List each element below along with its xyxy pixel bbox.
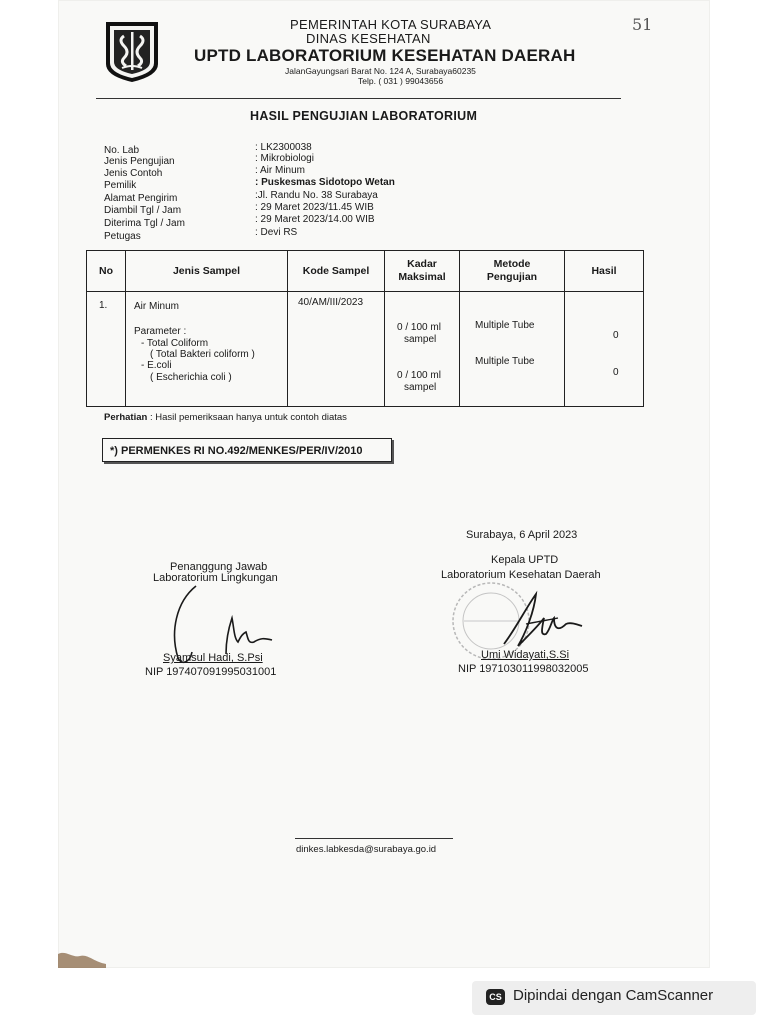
document-title: HASIL PENGUJIAN LABORATORIUM	[250, 109, 478, 123]
info-label-jenis-pengujian: Jenis Pengujian	[104, 156, 175, 167]
info-value-pemilik: : Puskesmas Sidotopo Wetan	[255, 177, 395, 188]
header-government: PEMERINTAH KOTA SURABAYA	[290, 17, 492, 32]
camscanner-text: Dipindai dengan CamScanner	[513, 987, 714, 1004]
header-lab-name: UPTD LABORATORIUM KESEHATAN DAERAH	[194, 46, 576, 65]
left-signer-role-2: Laboratorium Lingkungan	[153, 572, 278, 584]
regulation-reference-box: *) PERMENKES RI NO.492/MENKES/PER/IV/2010	[102, 438, 392, 462]
metode-header-line1: Metode	[493, 258, 531, 270]
header-divider	[96, 98, 621, 99]
info-label-jenis-contoh: Jenis Contoh	[104, 168, 163, 179]
info-label-diambil: Diambil Tgl / Jam	[104, 205, 182, 216]
info-label-diterima: Diterima Tgl / Jam	[104, 218, 185, 229]
info-label-no-lab: No. Lab	[104, 145, 140, 156]
left-signer-nip: NIP 197407091995031001	[145, 666, 277, 678]
info-value-jenis-contoh: : Air Minum	[255, 165, 306, 176]
row-number: 1.	[99, 300, 108, 311]
metode-coliform: Multiple Tube	[475, 320, 535, 331]
right-signer-role-1: Kepala UPTD	[491, 554, 559, 566]
metode-ecoli: Multiple Tube	[475, 356, 535, 367]
parameter-total-coliform-desc: ( Total Bakteri coliform )	[150, 349, 255, 360]
table-row	[87, 292, 644, 407]
col-header-no: No	[87, 251, 126, 292]
city-emblem-logo	[100, 18, 164, 84]
col-header-kadar-maksimal	[385, 251, 460, 292]
attention-label: Perhatian	[104, 412, 148, 423]
cell-no	[87, 292, 126, 407]
table-header-row	[87, 251, 644, 292]
col-header-hasil: Hasil	[565, 251, 644, 292]
info-value-alamat: :Jl. Randu No. 38 Surabaya	[255, 190, 378, 201]
handwritten-page-mark: 51	[632, 15, 653, 34]
cell-metode-pengujian	[460, 292, 565, 407]
kadar-header-line1: Kadar	[407, 258, 437, 270]
right-signer-name: Umi Widayati,S.Si	[481, 649, 570, 661]
info-label-pemilik: Pemilik	[104, 180, 137, 191]
left-signer-role-1: Penanggung Jawab	[170, 561, 268, 573]
header-department: DINAS KESEHATAN	[306, 31, 431, 46]
footer-divider	[295, 838, 453, 839]
torn-corner-mark	[58, 948, 106, 968]
info-value-no-lab: : LK2300038	[255, 142, 312, 153]
kadar-header-line2: Maksimal	[398, 271, 446, 283]
kadar-ecoli-value: 0 / 100 ml	[397, 370, 441, 381]
results-table	[86, 250, 644, 407]
info-label-alamat: Alamat Pengirim	[104, 193, 178, 204]
header-phone: Telp. ( 031 ) 99043656	[358, 76, 444, 86]
info-value-petugas: : Devi RS	[255, 227, 298, 238]
header-address: JalanGayungsari Barat No. 124 A, Surabaya60235	[285, 66, 476, 76]
footer-email: dinkes.labkesda@surabaya.go.id	[296, 844, 437, 855]
attention-text: : Hasil pemeriksaan hanya untuk contoh diatas	[149, 412, 347, 423]
info-value-jenis-pengujian: : Mikrobiologi	[255, 153, 314, 164]
left-signer-name: Syamsul Hadi, S.Psi	[163, 652, 263, 664]
place-date: Surabaya, 6 April 2023	[466, 529, 578, 541]
cell-kadar-maksimal	[385, 292, 460, 407]
attention-note	[104, 412, 347, 423]
kadar-coliform-unit: sampel	[404, 334, 437, 345]
sample-code: 40/AM/III/2023	[298, 297, 364, 308]
camscanner-logo-icon: CS	[486, 989, 505, 1005]
parameter-ecoli: - E.coli	[141, 360, 172, 371]
col-header-metode-pengujian	[460, 251, 565, 292]
right-handwritten-signature	[496, 588, 586, 654]
right-signer-nip: NIP 197103011998032005	[458, 663, 589, 675]
document-page	[58, 0, 710, 968]
sample-name: Air Minum	[134, 301, 180, 312]
parameter-ecoli-desc: ( Escherichia coli )	[150, 372, 232, 383]
parameter-label: Parameter :	[134, 326, 187, 337]
kadar-ecoli-unit: sampel	[404, 382, 437, 393]
cell-hasil	[565, 292, 644, 407]
cell-kode-sampel	[288, 292, 385, 407]
info-value-diterima: : 29 Maret 2023/14.00 WIB	[255, 214, 375, 225]
cell-jenis-sampel	[126, 292, 288, 407]
hasil-ecoli: 0	[613, 367, 619, 378]
parameter-total-coliform: - Total Coliform	[141, 338, 209, 349]
col-header-jenis-sampel: Jenis Sampel	[126, 251, 288, 292]
right-signer-role-2: Laboratorium Kesehatan Daerah	[441, 569, 601, 581]
hasil-coliform: 0	[613, 330, 619, 341]
info-value-diambil: : 29 Maret 2023/11.45 WIB	[255, 202, 374, 213]
col-header-kode-sampel: Kode Sampel	[288, 251, 385, 292]
metode-header-line2: Pengujian	[486, 271, 538, 283]
info-label-petugas: Petugas	[104, 231, 141, 242]
kadar-coliform-value: 0 / 100 ml	[397, 322, 441, 333]
